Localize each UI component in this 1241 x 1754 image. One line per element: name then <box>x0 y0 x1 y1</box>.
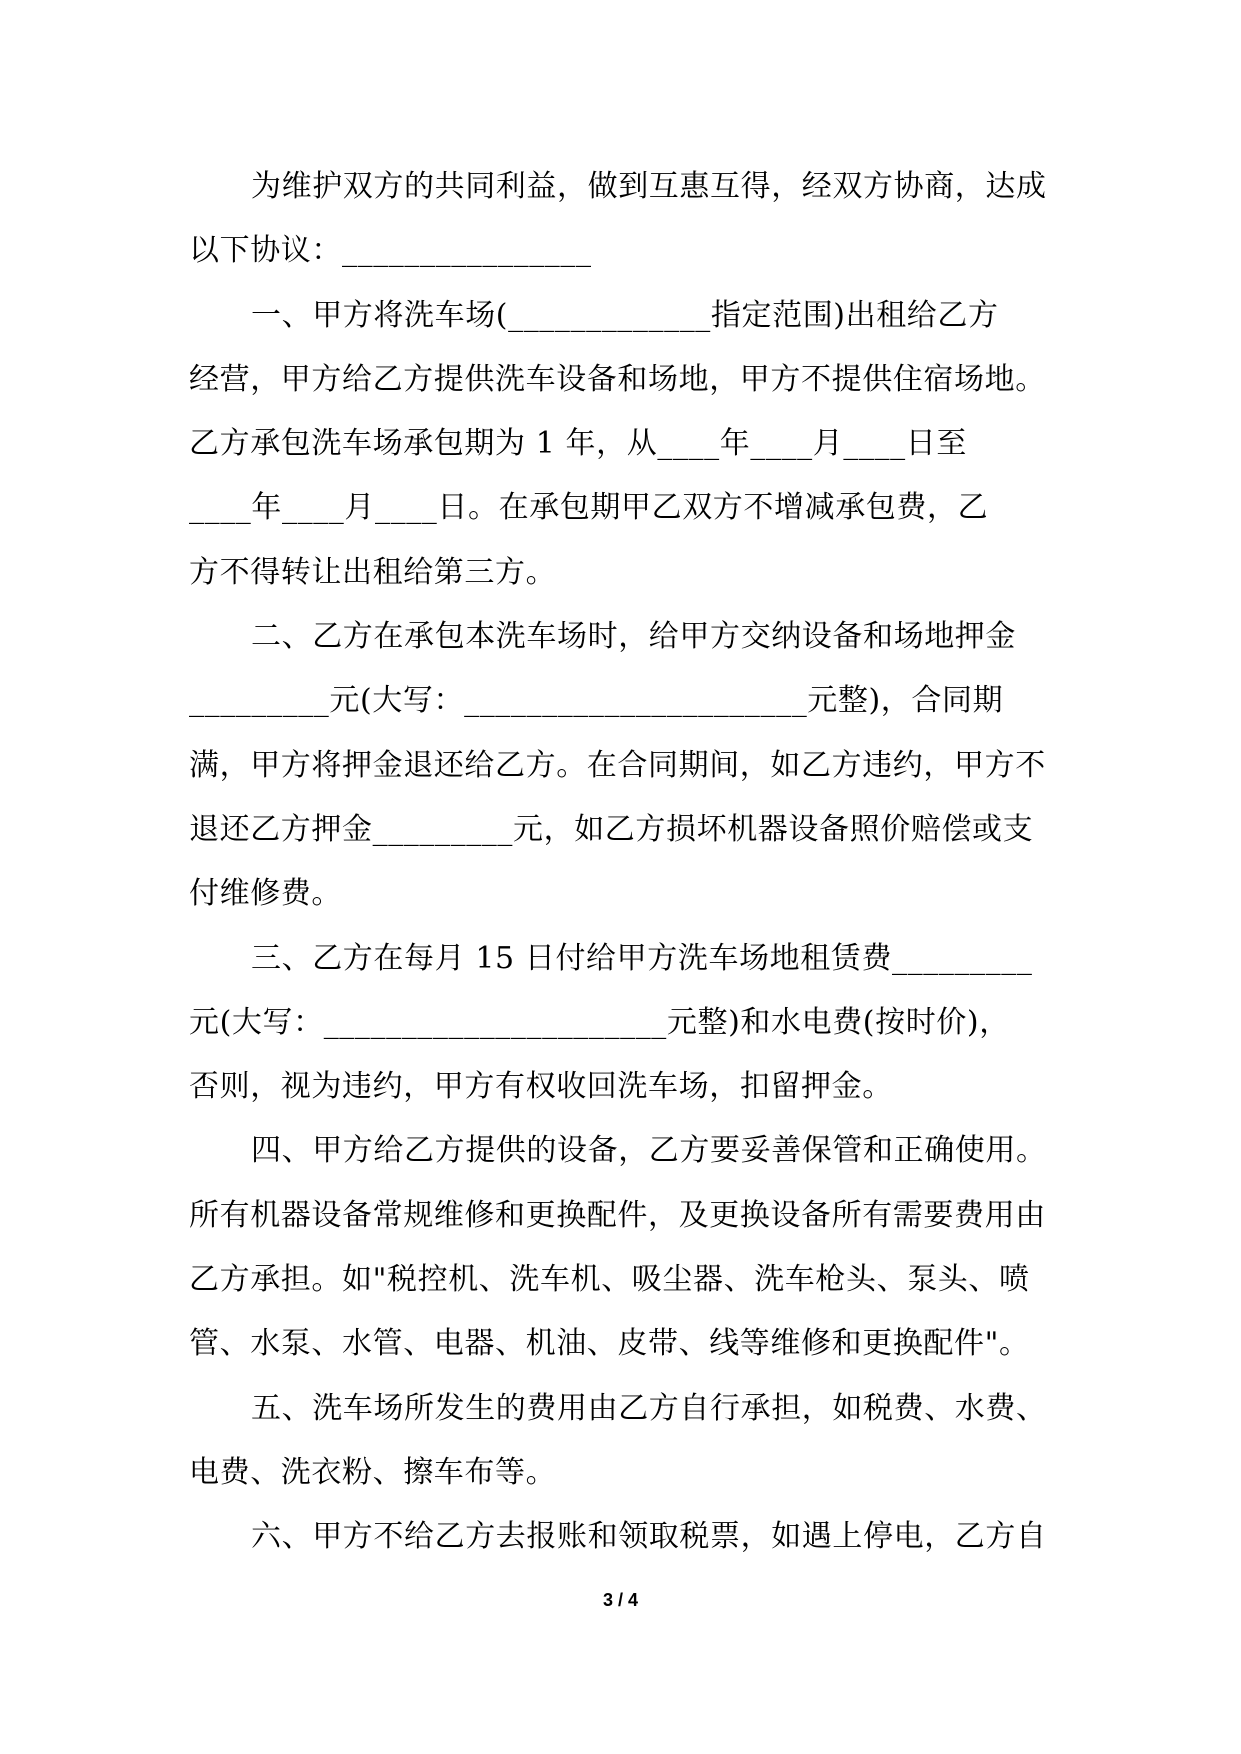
page-number: 3 / 4 <box>602 1590 639 1610</box>
paragraph-line: 电费、洗衣粉、擦车布等。 <box>189 1454 557 1490</box>
paragraph-line: 经营，甲方给乙方提供洗车设备和场地，甲方不提供住宿场地。 <box>189 361 1046 397</box>
paragraph-line: 所有机器设备常规维修和更换配件，及更换设备所有需要费用由 <box>189 1197 1046 1233</box>
paragraph-line: 二、乙方在承包本洗车场时，给甲方交纳设备和场地押金 <box>251 619 1016 655</box>
paragraph-line: 乙方承担。如"税控机、洗车机、吸尘器、洗车枪头、泵头、喷 <box>189 1262 1030 1298</box>
paragraph-line: 以下协议：________________ <box>189 233 592 269</box>
paragraph-line: ____年____月____日。在承包期甲乙双方不增减承包费，乙 <box>189 490 989 526</box>
paragraph-line: 五、洗车场所发生的费用由乙方自行承担，如税费、水费、 <box>251 1390 1047 1426</box>
paragraph-line: 六、甲方不给乙方去报账和领取税票，如遇上停电，乙方自 <box>251 1519 1047 1555</box>
paragraph-line: 付维修费。 <box>189 876 342 912</box>
paragraph-line: _________元(大写：______________________元整)，合同期 <box>189 683 1004 719</box>
paragraph-line: 一、甲方将洗车场(_____________指定范围)出租给乙方 <box>251 297 999 333</box>
paragraph-line: 为维护双方的共同利益，做到互惠互得，经双方协商，达成 <box>251 169 1047 204</box>
paragraph-line: 元(大写：______________________元整)和水电费(按时价)， <box>189 1004 1010 1040</box>
paragraph-line: 满，甲方将押金退还给乙方。在合同期间，如乙方违约，甲方不 <box>189 747 1046 783</box>
paragraph-line: 否则，视为违约，甲方有权收回洗车场，扣留押金。 <box>189 1069 893 1105</box>
paragraph-line: 四、甲方给乙方提供的设备，乙方要妥善保管和正确使用。 <box>251 1133 1047 1169</box>
paragraph-line: 乙方承包洗车场承包期为 1 年，从____年____月____日至 <box>189 426 967 462</box>
paragraph-line: 方不得转让出租给第三方。 <box>189 554 557 590</box>
document-body <box>189 155 1069 1570</box>
paragraph-line: 退还乙方押金_________元，如乙方损坏机器设备照价赔偿或支 <box>189 811 1034 847</box>
paragraph-line: 管、水泵、水管、电器、机油、皮带、线等维修和更换配件"。 <box>189 1326 1030 1362</box>
paragraph-line: 三、乙方在每月 15 日付给甲方洗车场地租赁费_________ <box>251 940 1033 976</box>
